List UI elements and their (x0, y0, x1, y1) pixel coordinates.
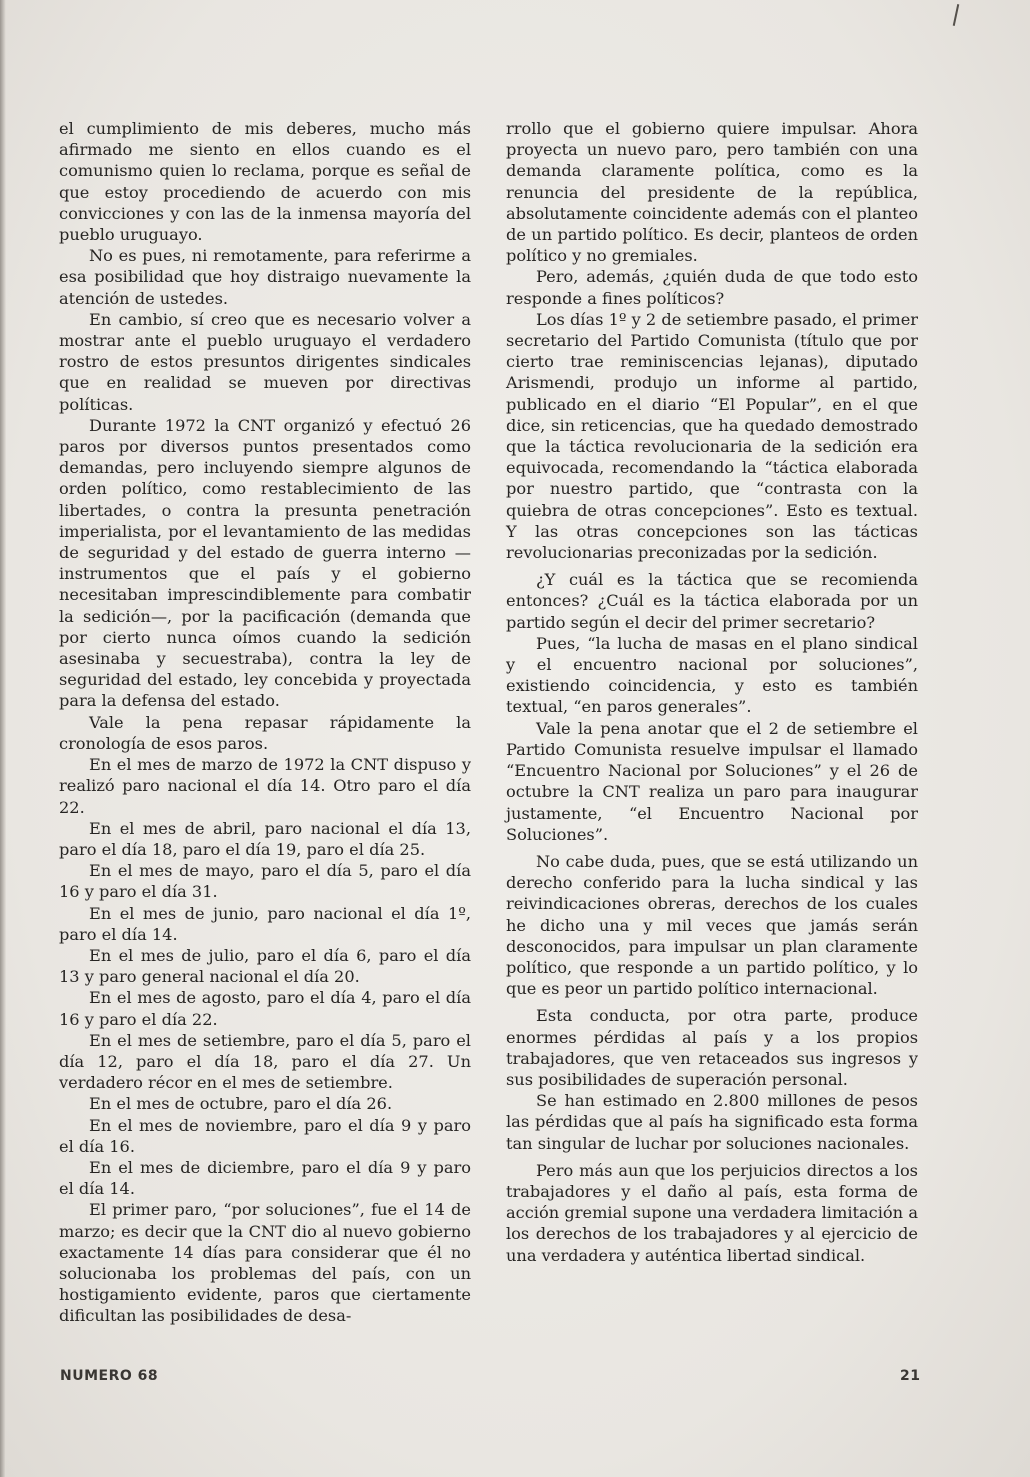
paragraph: Los días 1º y 2 de setiembre pasado, el primer secretario del Partido Comunista (título que por cierto trae reminiscencias lejanas), diputado Arismendi, produjo un informe al partido, publicado en el diario “El Popular”, en el que dice, sin reticencias, que ha quedado demostrado que la táctica revolucionaria de la sedición era equivocada, recomendando la “táctica elaborada por nuestro partido, que “contrasta con la quiebra de otras concepciones”. Esto es textual. Y las otras concepciones son las tácticas revolucionarias preconizadas por la sedición. (506, 309, 919, 563)
paragraph: En el mes de setiembre, paro el día 5, paro el día 12, paro el día 18, paro el día 27. Un verdadero récor en el mes de setiembre. (59, 1030, 471, 1093)
paragraph: Vale la pena repasar rápidamente la cronología de esos paros. (59, 712, 471, 753)
paragraph: En el mes de diciembre, paro el día 9 y paro el día 14. (59, 1157, 471, 1199)
paragraph: En el mes de junio, paro nacional el día 1º, paro el día 14. (59, 903, 471, 944)
paragraph: Pero, además, ¿quién duda de que todo esto responde a fines políticos? (506, 267, 918, 308)
page-number: 21 (900, 1368, 921, 1384)
ink-mark (953, 4, 960, 26)
paragraph: En el mes de mayo, paro el día 5, paro el día 16 y paro el día 31. (59, 861, 471, 902)
paragraph: No es pues, ni remotamente, para referirme a esa posibilidad que hoy distraigo nuevamente la atención de ustedes. (59, 246, 471, 308)
paragraph: No cabe duda, pues, que se está utilizando un derecho conferido para la lucha sindical y las reivindicaciones obreras, derechos de los cuales he dicho una y mil veces que jamás serán desconocidos, para impulsar un plan claramente político, que responde a un partido político, y lo que es peor un partido político internacional. (506, 851, 918, 999)
issue-label: NUMERO 68 (60, 1368, 159, 1384)
paragraph: El primer paro, “por soluciones”, fue el 14 de marzo; es decir que la CNT dio al nuevo gobierno exactamente 14 días para considerar que él no solucionaba los problemas del país, con un hostigamiento evidente, paros que ciertamente dificultan las posibilidades de desa- (59, 1200, 471, 1326)
paragraph: ¿Y cuál es la táctica que se recomienda entonces? ¿Cuál es la táctica elaborada por un partido según el decir del primer secretario? (506, 570, 918, 632)
paragraph: En el mes de octubre, paro el día 26. (89, 1094, 393, 1114)
paragraph: el cumplimiento de mis deberes, mucho más afirmado me siento en ellos cuando es el comunismo quien lo reclama, porque es señal de que estoy procediendo de acuerdo con mis convicciones y con las de la inmensa mayoría del pueblo uruguayo. (59, 119, 471, 245)
paragraph: Se han estimado en 2.800 millones de pesos las pérdidas que al país ha significado esta forma tan singular de luchar por soluciones nacionales. (506, 1091, 918, 1153)
paragraph: En el mes de abril, paro nacional el día 13, paro el día 18, paro el día 19, paro el día 25. (59, 818, 471, 859)
paragraph: Durante 1972 la CNT organizó y efectuó 26 paros por diversos puntos presentados como demandas, pero incluyendo siempre algunos de orden político, como restablecimiento de las libertades, o contra la presunta penetración imperialista, por el levantamiento de las medidas de seguridad y del estado de guerra interno —instrumentos que el país y el gobierno necesitaban imprescindiblemente para combatir la sedición—, por la pacificación (demanda que por cierto nunca oímos cuando la sedición asesinaba y secuestraba), contra la ley de seguridad del estado, ley concebida y proyectada para la defensa del estado. (59, 415, 471, 711)
paragraph: En cambio, sí creo que es necesario volver a mostrar ante el pueblo uruguayo el verdadero rostro de estos presuntos dirigentes sindicales que en realidad se mueven por directivas políticas. (59, 309, 471, 414)
paragraph: Esta conducta, por otra parte, produce enormes pérdidas al país y a los propios trabajadores, que ven retaceados sus ingresos y sus posibilidades de superación personal. (506, 1006, 918, 1089)
paragraph: En el mes de julio, paro el día 6, paro el día 13 y paro general nacional el día 20. (59, 945, 471, 987)
left-text-column (59, 118, 471, 1327)
paragraph: En el mes de marzo de 1972 la CNT dispuso y realizó paro nacional el día 14. Otro paro el día 22. (59, 755, 471, 817)
paragraph: En el mes de noviembre, paro el día 9 y paro el día 16. (59, 1115, 471, 1156)
paragraph: En el mes de agosto, paro el día 4, paro el día 16 y paro el día 22. (59, 988, 471, 1029)
right-text-column (506, 118, 918, 1266)
paragraph: Vale la pena anotar que el 2 de setiembre el Partido Comunista resuelve impulsar el llamado “Encuentro Nacional por Soluciones” y el 26 de octubre la CNT realiza un paro para inaugurar justamente, “el Encuentro Nacional por Soluciones”. (506, 718, 918, 844)
paragraph: rrollo que el gobierno quiere impulsar. Ahora proyecta un nuevo paro, pero también con una demanda claramente política, como es la renuncia del presidente de la república, absolutamente coincidente además con el planteo de un partido político. Es decir, planteos de orden político y no gremiales. (506, 119, 918, 266)
paragraph: Pero más aun que los perjuicios directos a los trabajadores y el daño al país, esta forma de acción gremial supone una verdadera limitación a los derechos de los trabajadores y al ejercicio de una verdadera y auténtica libertad sindical. (506, 1160, 918, 1265)
page-edge-shadow (0, 0, 6, 1477)
paragraph: Pues, “la lucha de masas en el plano sindical y el encuentro nacional por soluciones”, existiendo coincidencia, y esto es también textual, “en paros generales”. (506, 633, 918, 717)
